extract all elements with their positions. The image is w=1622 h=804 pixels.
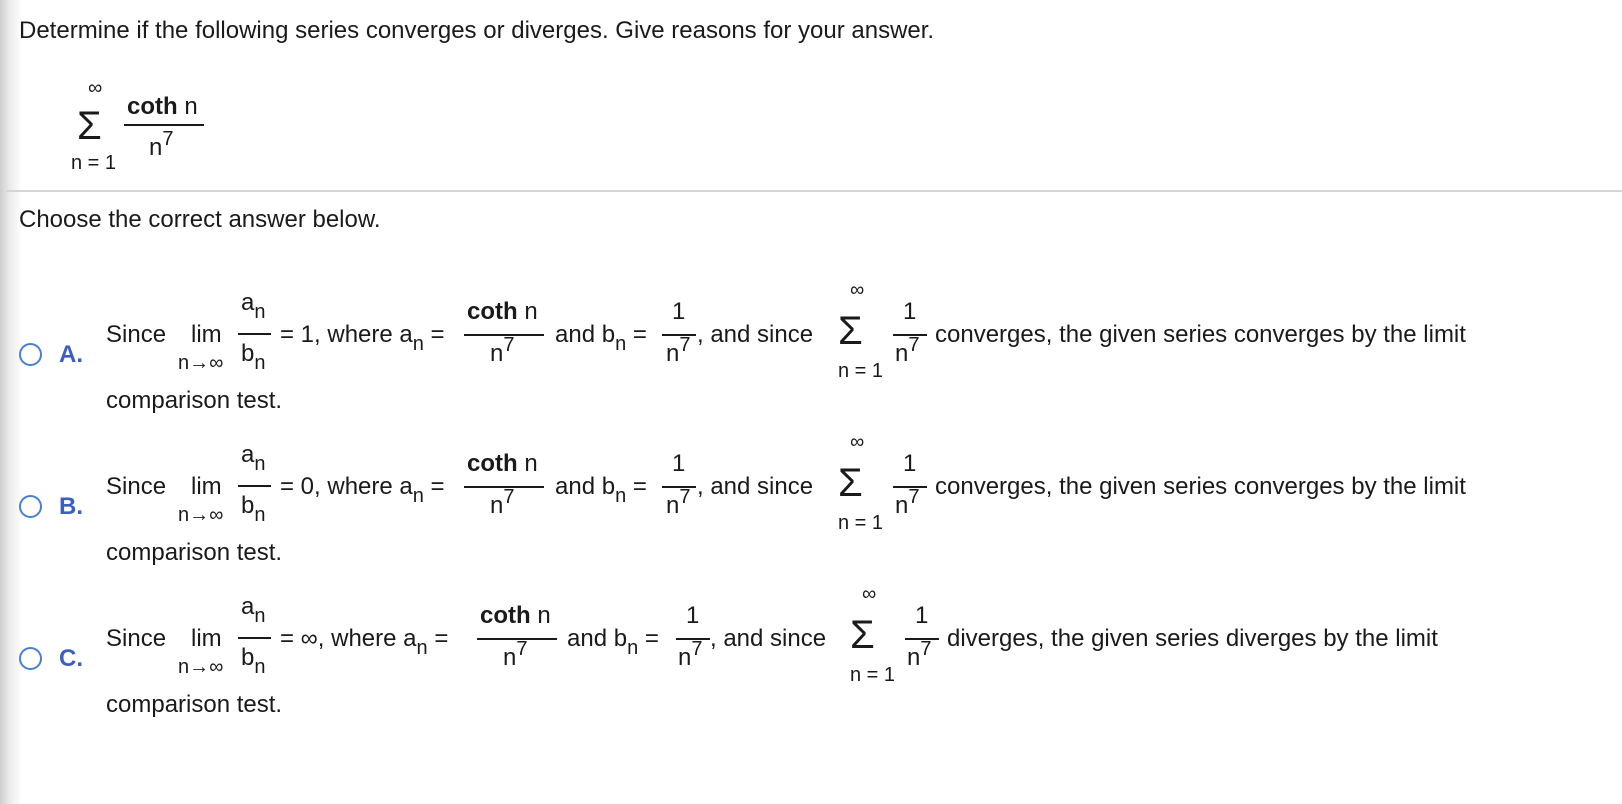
- ratio-numerator: [241, 289, 266, 323]
- a-symbol: a: [241, 441, 255, 468]
- bn-subscript: n: [615, 485, 627, 507]
- ratio-numerator: [241, 441, 266, 475]
- option-b[interactable]: [0, 409, 1622, 566]
- coth-label: coth: [127, 93, 178, 120]
- n-exponent: 7: [503, 334, 515, 356]
- an-subscript: n: [412, 333, 424, 355]
- equals-sign: =: [430, 473, 445, 500]
- sum-numerator: 1: [903, 450, 917, 477]
- sum-upper-limit: ∞: [862, 583, 877, 605]
- since-text: Since: [106, 625, 167, 652]
- limit-value-text: [280, 473, 445, 507]
- n-exponent: 7: [516, 638, 528, 660]
- option-a[interactable]: [0, 257, 1622, 414]
- bn-denominator: [666, 486, 691, 520]
- an-subscript: n: [412, 485, 424, 507]
- limit-value-text: [280, 625, 449, 659]
- an-numerator: [467, 450, 538, 478]
- bn-numerator: 1: [672, 450, 686, 477]
- eq-where: = 1, where a: [280, 321, 413, 348]
- answer-instruction: Choose the correct answer below.: [19, 206, 381, 233]
- and-b: and b: [555, 321, 616, 348]
- bn-subscript: n: [627, 637, 639, 659]
- denominator-base: n: [149, 134, 163, 161]
- sum-lower-limit: n = 1: [850, 664, 896, 686]
- sum-upper-limit: ∞: [850, 431, 865, 453]
- conclusion-text: converges, the given series converges by the limit: [935, 321, 1466, 348]
- n-base: n: [490, 340, 504, 367]
- an-denominator: [490, 486, 515, 520]
- lim-subscript: n→∞: [178, 504, 224, 526]
- equals-sign: =: [632, 473, 647, 500]
- coth-label: coth: [467, 298, 518, 325]
- question-prompt: Determine if the following series converges or diverges. Give reasons for your answer.: [19, 17, 935, 44]
- n-exponent: 7: [679, 334, 691, 356]
- b-symbol: b: [241, 492, 255, 519]
- ratio-denominator: [241, 340, 266, 374]
- an-numerator: [480, 602, 551, 630]
- equals-sign: =: [632, 321, 647, 348]
- a-symbol: a: [241, 289, 255, 316]
- n-exponent: 7: [691, 638, 703, 660]
- coth-variable: n: [517, 298, 538, 325]
- b-subscript: n: [254, 352, 266, 374]
- a-subscript: n: [254, 301, 266, 323]
- coth-variable: n: [530, 602, 551, 629]
- sum-lower-limit: n = 1: [838, 512, 884, 534]
- summation-symbol: Σ: [838, 309, 863, 353]
- radio-button[interactable]: [19, 647, 42, 670]
- n-base: n: [666, 340, 680, 367]
- b-subscript: n: [254, 656, 266, 678]
- coth-label: coth: [480, 602, 531, 629]
- n-exponent: 7: [503, 486, 515, 508]
- bn-denominator: [666, 334, 691, 368]
- conclusion-tail: comparison test.: [106, 387, 283, 414]
- n-exponent: 7: [908, 334, 920, 356]
- sum-upper-limit: ∞: [850, 279, 865, 301]
- n-base: n: [678, 644, 692, 671]
- lim-text: lim: [191, 473, 222, 500]
- b-subscript: n: [254, 504, 266, 526]
- equals-sign: =: [430, 321, 445, 348]
- denominator-exponent: 7: [162, 128, 174, 150]
- bn-definition: [555, 473, 647, 507]
- sum-numerator: 1: [915, 602, 929, 629]
- sum-denominator: [895, 334, 920, 368]
- n-exponent: 7: [679, 486, 691, 508]
- an-subscript: n: [416, 637, 428, 659]
- bn-numerator: 1: [672, 298, 686, 325]
- a-symbol: a: [241, 593, 255, 620]
- radio-button[interactable]: [19, 495, 42, 518]
- bn-definition: [555, 321, 647, 355]
- option-letter: C.: [59, 645, 83, 672]
- eq-where: = ∞, where a: [280, 625, 417, 652]
- n-exponent: 7: [908, 486, 920, 508]
- ratio-fraction-bar: [238, 485, 271, 487]
- b-symbol: b: [241, 340, 255, 367]
- eq-where: = 0, where a: [280, 473, 413, 500]
- option-letter: A.: [59, 341, 83, 368]
- radio-button[interactable]: [19, 343, 42, 366]
- option-c[interactable]: [0, 561, 1622, 718]
- series-lower-limit: n = 1: [71, 152, 117, 174]
- bn-numerator: 1: [686, 602, 700, 629]
- b-symbol: b: [241, 644, 255, 671]
- equals-sign: =: [644, 625, 659, 652]
- and-b: and b: [555, 473, 616, 500]
- bn-subscript: n: [615, 333, 627, 355]
- ratio-numerator: [241, 593, 266, 627]
- n-base: n: [666, 492, 680, 519]
- since-text: Since: [106, 473, 167, 500]
- and-since-text: , and since: [697, 321, 814, 348]
- ratio-denominator: [241, 492, 266, 526]
- and-since-text: , and since: [710, 625, 827, 652]
- n-base: n: [490, 492, 504, 519]
- section-divider: [6, 190, 1622, 192]
- lim-subscript: n→∞: [178, 352, 224, 374]
- n-base: n: [895, 492, 909, 519]
- series-upper-limit: ∞: [88, 77, 103, 99]
- a-subscript: n: [254, 605, 266, 627]
- sum-numerator: 1: [903, 298, 917, 325]
- bn-denominator: [678, 638, 703, 672]
- summation-symbol: Σ: [850, 613, 875, 657]
- n-base: n: [895, 340, 909, 367]
- a-subscript: n: [254, 453, 266, 475]
- since-text: Since: [106, 321, 167, 348]
- coth-variable: n: [517, 450, 538, 477]
- and-b: and b: [567, 625, 628, 652]
- an-denominator: [503, 638, 528, 672]
- summation-symbol: Σ: [838, 461, 863, 505]
- ratio-fraction-bar: [238, 333, 271, 335]
- an-numerator: [467, 298, 538, 326]
- option-letter: B.: [59, 493, 83, 520]
- conclusion-tail: comparison test.: [106, 691, 283, 718]
- lim-subscript: n→∞: [178, 656, 224, 678]
- sum-denominator: [907, 638, 932, 672]
- lim-text: lim: [191, 625, 222, 652]
- sum-denominator: [895, 486, 920, 520]
- coth-label: coth: [467, 450, 518, 477]
- series-numerator: [127, 95, 198, 119]
- series-fraction-bar: [124, 124, 204, 126]
- an-denominator: [490, 334, 515, 368]
- ratio-denominator: [241, 644, 266, 678]
- n-base: n: [503, 644, 517, 671]
- conclusion-text: diverges, the given series diverges by the limit: [947, 625, 1438, 652]
- equals-sign: =: [434, 625, 449, 652]
- n-exponent: 7: [920, 638, 932, 660]
- series-denominator: [149, 128, 174, 161]
- n-base: n: [907, 644, 921, 671]
- conclusion-text: converges, the given series converges by the limit: [935, 473, 1466, 500]
- conclusion-tail: comparison test.: [106, 539, 283, 566]
- ratio-fraction-bar: [238, 637, 271, 639]
- lim-text: lim: [191, 321, 222, 348]
- numerator-variable: n: [177, 93, 198, 120]
- summation-symbol: Σ: [77, 104, 102, 148]
- sum-lower-limit: n = 1: [838, 360, 884, 382]
- bn-definition: [567, 625, 659, 659]
- limit-value-text: [280, 321, 445, 355]
- and-since-text: , and since: [697, 473, 814, 500]
